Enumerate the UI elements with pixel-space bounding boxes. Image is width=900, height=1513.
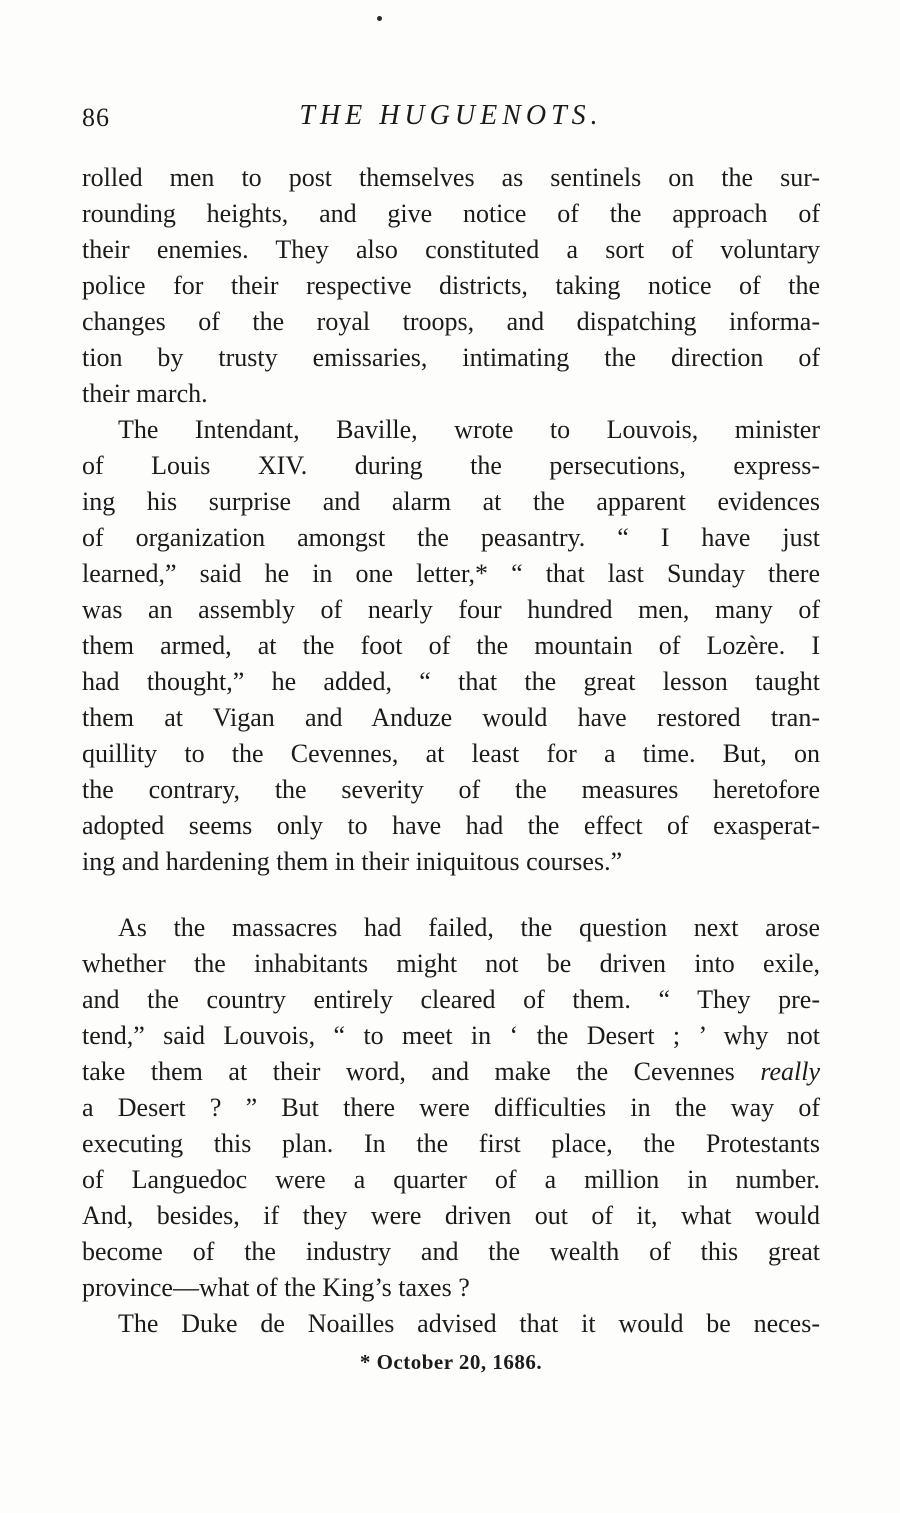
text-segment: changes of the royal troops, and dispatching informa- — [82, 307, 820, 336]
text-segment: The Duke de Noailles advised that it would be neces- — [118, 1309, 820, 1338]
text-segment: tend,” said Louvois, “ to meet in ‘ the Desert ; ’ why not — [82, 1021, 820, 1050]
text-segment: The Intendant, Baville, wrote to Louvois, minister — [118, 415, 820, 444]
text-segment: really — [760, 1057, 820, 1086]
text-segment: their enemies. They also constituted a sort of voluntary — [82, 235, 820, 264]
text-segment: them armed, at the foot of the mountain of Lozère. I — [82, 631, 820, 660]
text-segment: a Desert ? ” But there were difficulties in the way of — [82, 1093, 820, 1122]
text-line — [82, 700, 820, 736]
text-segment: of Louis XIV. during the persecutions, express- — [82, 451, 820, 480]
text-segment: the contrary, the severity of the measures heretofore — [82, 775, 820, 804]
text-line — [82, 1090, 820, 1126]
text-line — [82, 340, 820, 376]
text-line — [82, 844, 820, 880]
text-line — [82, 772, 820, 808]
text-segment: had thought,” he added, “ that the great lesson taught — [82, 667, 820, 696]
text-block — [82, 160, 820, 1342]
text-segment: police for their respective districts, taking notice of the — [82, 271, 820, 300]
paragraph — [82, 1306, 820, 1342]
text-segment: rolled men to post themselves as sentinels on the sur- — [82, 163, 820, 192]
text-line — [82, 376, 820, 412]
footnote: * October 20, 1686. — [359, 1350, 543, 1374]
text-segment: whether the inhabitants might not be driven into exile, — [82, 949, 820, 978]
text-segment: adopted seems only to have had the effect of exasperat- — [82, 811, 820, 840]
text-line — [82, 448, 820, 484]
text-segment: And, besides, if they were driven out of it, what would — [82, 1201, 820, 1230]
text-segment: them at Vigan and Anduze would have restored tran- — [82, 703, 820, 732]
text-line — [82, 1018, 820, 1054]
text-line — [82, 556, 820, 592]
text-segment: ing and hardening them in their iniquitous courses.” — [82, 847, 623, 876]
running-title: THE HUGUENOTS. — [299, 100, 603, 131]
paragraph — [82, 910, 820, 1306]
text-line — [82, 808, 820, 844]
text-line — [82, 664, 820, 700]
text-segment: rounding heights, and give notice of the approach of — [82, 199, 820, 228]
text-line — [82, 412, 820, 448]
text-line — [82, 1198, 820, 1234]
page-header — [82, 100, 820, 136]
text-line — [82, 982, 820, 1018]
text-segment: their march. — [82, 379, 208, 408]
text-segment: of organization amongst the peasantry. “ I have just — [82, 523, 820, 552]
text-segment: ing his surprise and alarm at the apparent evidences — [82, 487, 820, 516]
scan-artifact-dot — [377, 16, 382, 21]
text-segment: quillity to the Cevennes, at least for a time. But, on — [82, 739, 820, 768]
text-line — [82, 1054, 820, 1090]
text-segment: As the massacres had failed, the question next arose — [118, 913, 820, 942]
text-line — [82, 1126, 820, 1162]
text-line — [82, 232, 820, 268]
text-line — [82, 1162, 820, 1198]
text-segment: learned,” said he in one letter,* “ that last Sunday there — [82, 559, 820, 588]
text-segment: and the country entirely cleared of them. “ They pre- — [82, 985, 820, 1014]
text-line — [82, 946, 820, 982]
paragraph — [82, 160, 820, 412]
text-segment: of Languedoc were a quarter of a million in number. — [82, 1165, 820, 1194]
text-line — [82, 1270, 820, 1306]
text-line — [82, 304, 820, 340]
text-line — [82, 196, 820, 232]
text-line — [82, 268, 820, 304]
text-line — [82, 484, 820, 520]
text-line — [82, 910, 820, 946]
text-segment: province—what of the King’s taxes ? — [82, 1273, 470, 1302]
text-segment: tion by trusty emissaries, intimating the direction of — [82, 343, 820, 372]
text-line — [82, 1234, 820, 1270]
text-line — [82, 160, 820, 196]
text-line — [82, 628, 820, 664]
page-number: 86 — [82, 103, 110, 132]
text-segment: become of the industry and the wealth of this great — [82, 1237, 820, 1266]
text-line — [82, 1306, 820, 1342]
text-segment: take them at their word, and make the Cevennes — [82, 1057, 761, 1086]
text-segment: was an assembly of nearly four hundred men, many of — [82, 595, 820, 624]
text-line — [82, 592, 820, 628]
text-line — [82, 736, 820, 772]
paragraph — [82, 412, 820, 880]
text-line — [82, 520, 820, 556]
text-segment: executing this plan. In the first place, the Protestants — [82, 1129, 820, 1158]
